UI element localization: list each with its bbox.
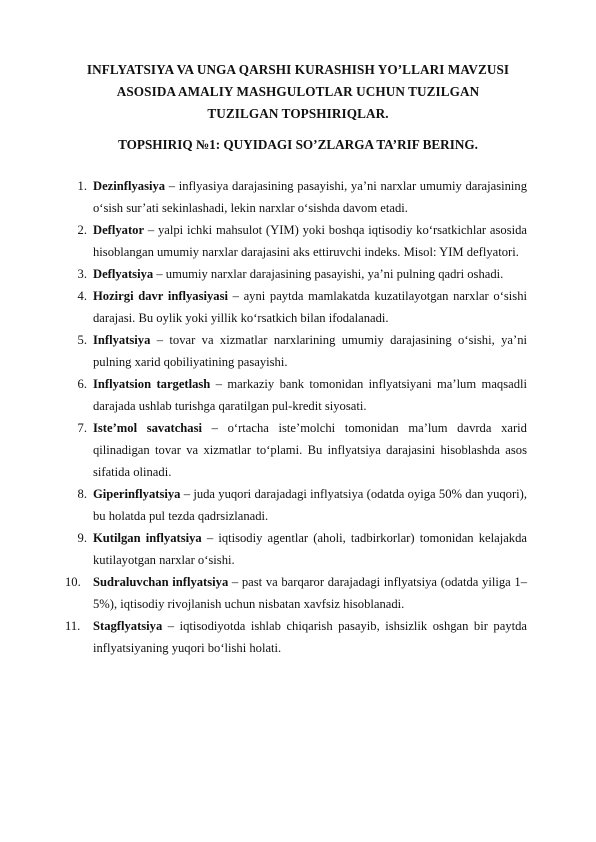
item-number: 6.	[77, 377, 87, 391]
item-number: 7.	[77, 421, 87, 435]
item-definition: – yalpi ichki mahsulot (YIM) yoki boshqa iqtisodiy ko‘rsatkichlar asosida hisoblangan umumiy narxlar darajasini aks ettiruvchi indeks. Misol: YIM deflyatori.	[93, 223, 527, 259]
item-term: Stagflyatsiya	[93, 619, 163, 633]
list-item	[77, 175, 527, 219]
item-number: 5.	[77, 333, 87, 347]
list-item	[77, 417, 527, 483]
item-term: Deflyatsiya	[93, 267, 154, 281]
item-number: 3.	[77, 267, 87, 281]
item-number: 10.	[65, 575, 81, 589]
list-item	[65, 571, 528, 615]
list-item	[77, 329, 527, 373]
list-item	[65, 615, 527, 659]
item-definition: – umumiy narxlar darajasining pasayishi, ya’ni pulning qadri oshadi.	[153, 267, 504, 281]
item-definition: – inflyasiya darajasining pasayishi, ya’ni narxlar umumiy darajasining o‘sish sur’ati sekinlashadi, lekin narxlar o‘sishda davom etadi.	[93, 179, 527, 215]
item-term: Dezinflyasiya	[93, 179, 166, 193]
item-term: Kutilgan inflyatsiya	[93, 531, 202, 545]
item-term: Giperinflyatsiya	[93, 487, 181, 501]
item-number: 9.	[77, 531, 87, 545]
task-heading: TOPSHIRIQ №1: QUYIDAGI SO’ZLARGA TA’RIF BERING.	[118, 137, 478, 152]
item-term: Inflyatsion targetlash	[93, 377, 211, 391]
list-item	[77, 373, 527, 417]
title-line-3: TUZILGAN TOPSHIRIQLAR.	[207, 106, 389, 121]
document-title	[70, 59, 526, 125]
list-item	[77, 285, 527, 329]
list-item	[77, 263, 527, 285]
item-term: Iste’mol savatchasi	[93, 421, 202, 435]
item-number: 11.	[65, 619, 81, 633]
title-line-1: INFLYATSIYA VA UNGA QARSHI KURASHISH YO’LLARI MAVZUSI	[86, 62, 510, 77]
definitions-list	[65, 175, 528, 659]
item-definition: – markaziy bank tomonidan inflyatsiyani ma’lum maqsadli darajada ushlab turishga qaratilgan pul-kredit siyosati.	[93, 377, 527, 413]
item-definition: – juda yuqori darajadagi inflyatsiya (odatda oyiga 50% dan yuqori), bu holatda pul tezda qadrsizlanadi.	[93, 487, 527, 523]
title-line-2: ASOSIDA AMALIY MASHGULOTLAR UCHUN TUZILGAN	[116, 84, 480, 99]
item-number: 4.	[77, 289, 87, 303]
item-definition: – tovar va xizmatlar narxlarining umumiy darajasining o‘sishi, ya’ni pulning xarid qobiliyatining pasayishi.	[93, 333, 527, 369]
item-number: 8.	[77, 487, 87, 501]
item-term: Sudraluvchan inflyatsiya	[93, 575, 229, 589]
item-definition: – o‘rtacha iste’molchi tomonidan ma’lum davrda xarid qilinadigan tovar va xizmatlar to‘plami. Bu inflyatsiya darajasini hisoblashda asos sifatida olinadi.	[93, 421, 527, 479]
item-term: Deflyator	[93, 223, 145, 237]
list-item	[77, 219, 527, 263]
item-definition: – past va barqaror darajadagi inflyatsiya (odatda yiliga 1–5%), iqtisodiy rivojlanish uchun nisbatan xavfsiz hisoblanadi.	[93, 575, 528, 611]
item-number: 1.	[77, 179, 87, 193]
item-term: Inflyatsiya	[93, 333, 151, 347]
item-definition: – iqtisodiyotda ishlab chiqarish pasayib, ishsizlik oshgan bir paytda inflyatsiyaning yuqori bo‘lishi holati.	[93, 619, 527, 655]
item-number: 2.	[77, 223, 87, 237]
item-definition: – iqtisodiy agentlar (aholi, tadbirkorlar) tomonidan kelajakda kutilayotgan narxlar o‘sishi.	[93, 531, 527, 567]
list-item	[77, 527, 527, 571]
item-term: Hozirgi davr inflyasiyasi	[93, 289, 228, 303]
item-definition: – ayni paytda mamlakatda kuzatilayotgan narxlar o‘sishi darajasi. Bu oylik yoki yillik ko‘rsatkich bilan ifodalanadi.	[93, 289, 527, 325]
list-item	[77, 483, 527, 527]
